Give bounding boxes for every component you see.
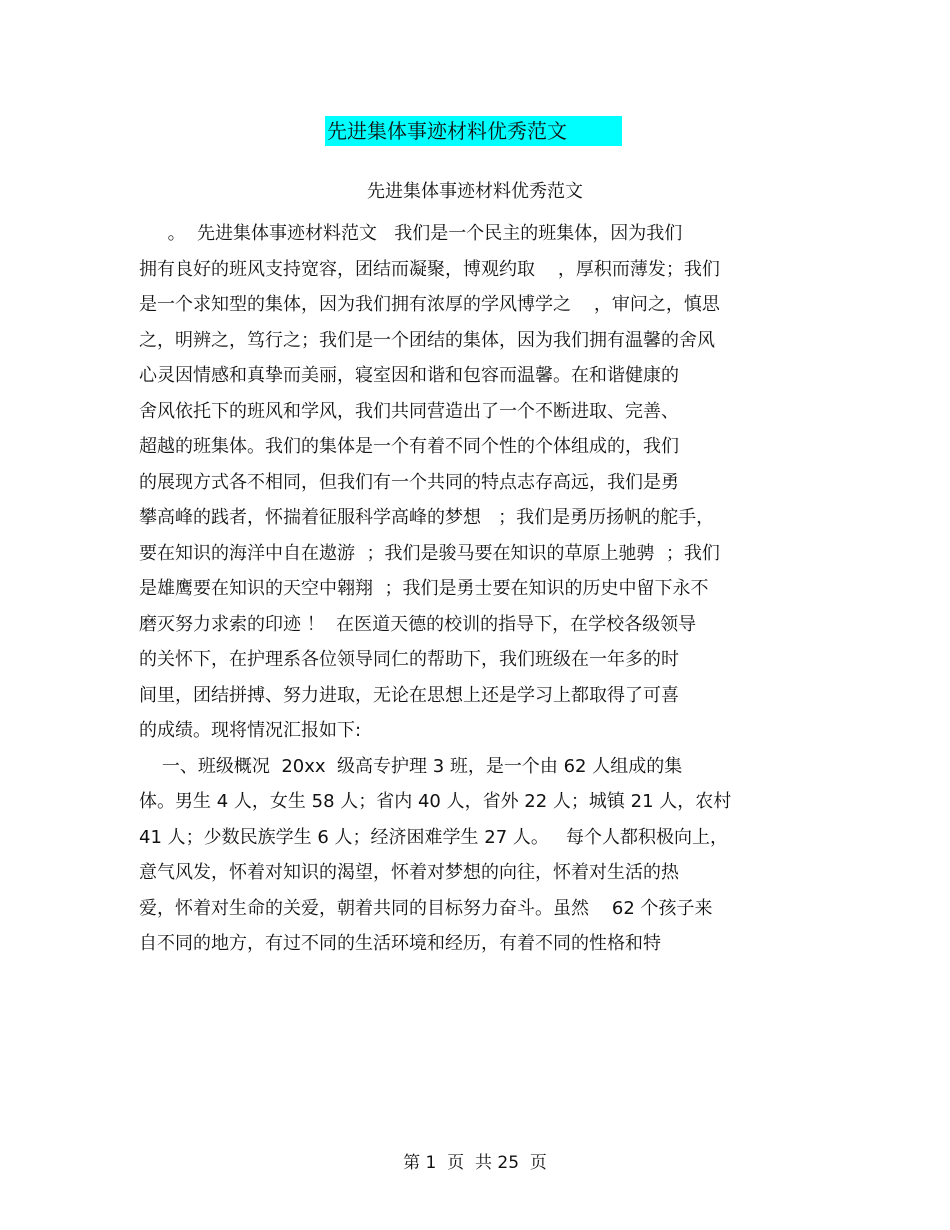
body-text-line: 要在知识的海洋中自在遨游 ；我们是骏马要在知识的草原上驰骋 ；我们 bbox=[139, 542, 720, 564]
body-text-line: 自不同的地方，有过不同的生活环境和经历，有着不同的性格和特 bbox=[139, 933, 661, 954]
document-subtitle: 先进集体事迹材料优秀范文 bbox=[367, 181, 583, 202]
body-text-line: 的展现方式各不相同，但我们有一个共同的特点志存高远，我们是勇 bbox=[139, 471, 679, 493]
body-text-line: 之，明辨之，笃行之；我们是一个团结的集体，因为我们拥有温馨的舍风 bbox=[139, 329, 715, 351]
body-text-line: 是雄鹰要在知识的天空中翱翔 ；我们是勇士要在知识的历史中留下永不 bbox=[139, 578, 709, 599]
body-text-line: 是一个求知型的集体，因为我们拥有浓厚的学风博学之 ，审问之，慎思 bbox=[139, 294, 720, 315]
page-number-footer: 第 1 页 共 25 页 bbox=[403, 1153, 547, 1173]
body-text-line: 的关怀下，在护理系各位领导同仁的帮助下，我们班级在一年多的时 bbox=[139, 649, 679, 670]
body-text-line: 超越的班集体。我们的集体是一个有着不同个性的个体组成的，我们 bbox=[139, 436, 679, 457]
body-text-line: 41 人；少数民族学生 6 人；经济困难学生 27 人。 每个人都积极向上， bbox=[139, 826, 729, 848]
body-text-line: 爱，怀着对生命的关爱，朝着共同的目标努力奋斗。虽然 62 个孩子来 bbox=[139, 897, 713, 919]
body-text-line: 的成绩。现将情况汇报如下: bbox=[139, 720, 362, 741]
body-text-line: 意气风发，怀着对知识的渴望，怀着对梦想的向往，怀着对生活的热 bbox=[139, 862, 679, 883]
document-title: 先进集体事迹材料优秀范文 bbox=[325, 116, 622, 146]
body-text-line: 。 先进集体事迹材料范文 我们是一个民主的班集体，因为我们 bbox=[139, 223, 683, 244]
body-text-line: 拥有良好的班风支持宽容，团结而凝聚，博观约取 ，厚积而薄发；我们 bbox=[139, 258, 720, 280]
body-text-line: 一、班级概况 20xx 级高专护理 3 班，是一个由 62 人组成的集 bbox=[139, 755, 683, 777]
body-text-line: 舍风依托下的班风和学风，我们共同营造出了一个不断进取、完善、 bbox=[139, 400, 679, 422]
body-text-line: 心灵因情感和真挚而美丽，寝室因和谐和包容而温馨。在和谐健康的 bbox=[139, 365, 679, 386]
body-text-line: 磨灭努力求索的印迹 ！ 在医道天德的校训的指导下，在学校各级领导 bbox=[139, 613, 697, 635]
body-text-line: 间里，团结拼搏、努力进取，无论在思想上还是学习上都取得了可喜 bbox=[139, 684, 679, 706]
body-text-line: 攀高峰的践者，怀揣着征服科学高峰的梦想 ；我们是勇历扬帆的舵手， bbox=[139, 507, 715, 528]
body-text-line: 体。男生 4 人，女生 58 人；省内 40 人，省外 22 人；城镇 21 人，农村 bbox=[139, 791, 732, 812]
